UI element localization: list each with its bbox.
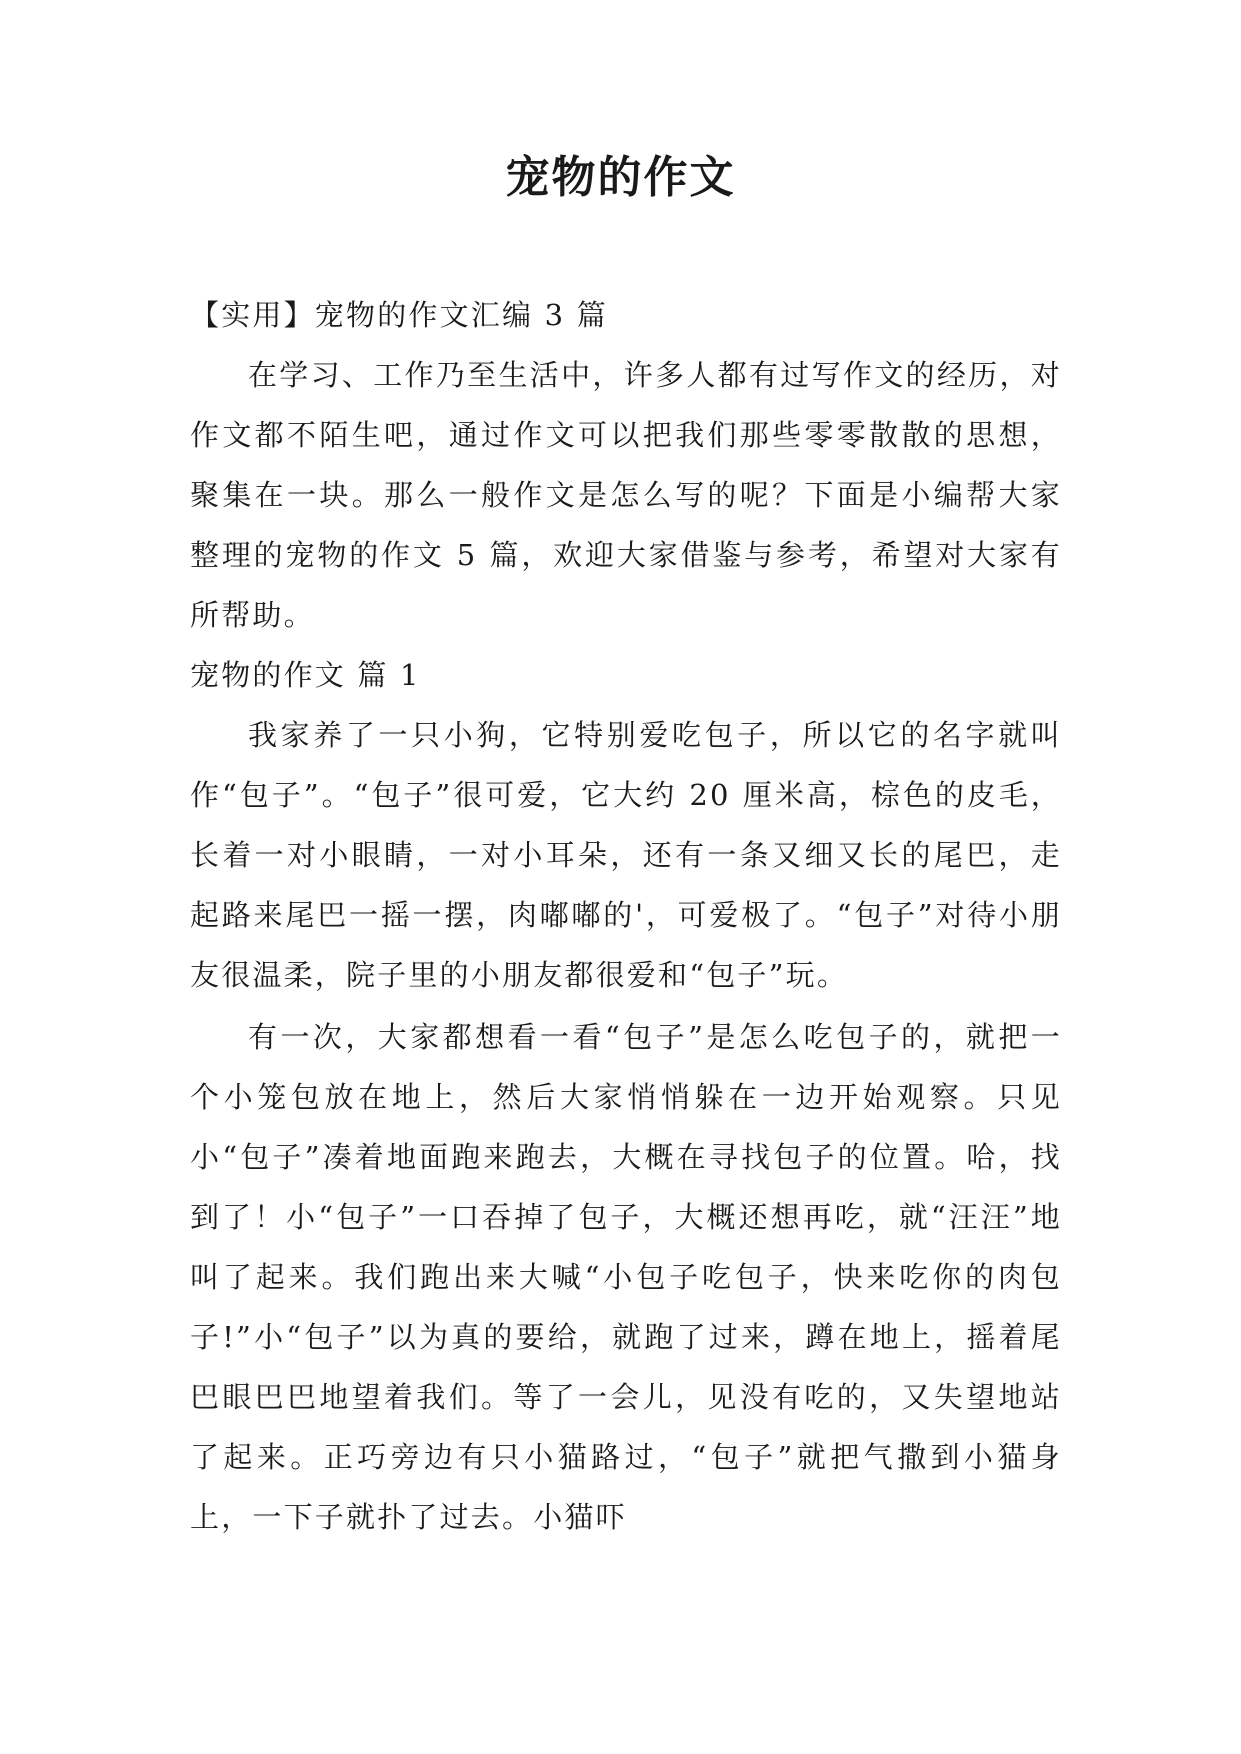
- section-title: 宠物的作文 篇 1: [190, 658, 421, 692]
- document-heading: 【实用】宠物的作文汇编 3 篇: [190, 298, 608, 332]
- document-body: [190, 285, 1062, 1547]
- body-paragraph: 有一次，大家都想看一看“包子”是怎么吃包子的，就把一个小笼包放在地上，然后大家悄悄躲在一边开始观察。只见小“包子”凑着地面跑来跑去，大概在寻找包子的位置。哈，找到了！小“包子”一口吞掉了包子，大概还想再吃，就“汪汪”地叫了起来。我们跑出来大喊“小包子吃包子，快来吃你的肉包子!”小“包子”以为真的要给，就跑了过来，蹲在地上，摇着尾巴眼巴巴地望着我们。等了一会儿，见没有吃的，又失望地站了起来。正巧旁边有只小猫路过，“包子”就把气撒到小猫身上，一下子就扑了过去。小猫吓: [190, 1020, 1062, 1534]
- document-title: 宠物的作文: [505, 152, 736, 203]
- body-paragraph: 我家养了一只小狗，它特别爱吃包子，所以它的名字就叫作“包子”。“包子”很可爱，它大约 20 厘米高，棕色的皮毛，长着一对小眼睛，一对小耳朵，还有一条又细又长的尾巴，走起路来尾巴一摇一摆，肉嘟嘟的'，可爱极了。“包子”对待小朋友很温柔，院子里的小朋友都很爱和“包子”玩。: [190, 718, 1062, 992]
- intro-paragraph: 在学习、工作乃至生活中，许多人都有过写作文的经历，对作文都不陌生吧，通过作文可以把我们那些零零散散的思想，聚集在一块。那么一般作文是怎么写的呢？下面是小编帮大家整理的宠物的作文 5 篇，欢迎大家借鉴与参考，希望对大家有所帮助。: [190, 358, 1062, 632]
